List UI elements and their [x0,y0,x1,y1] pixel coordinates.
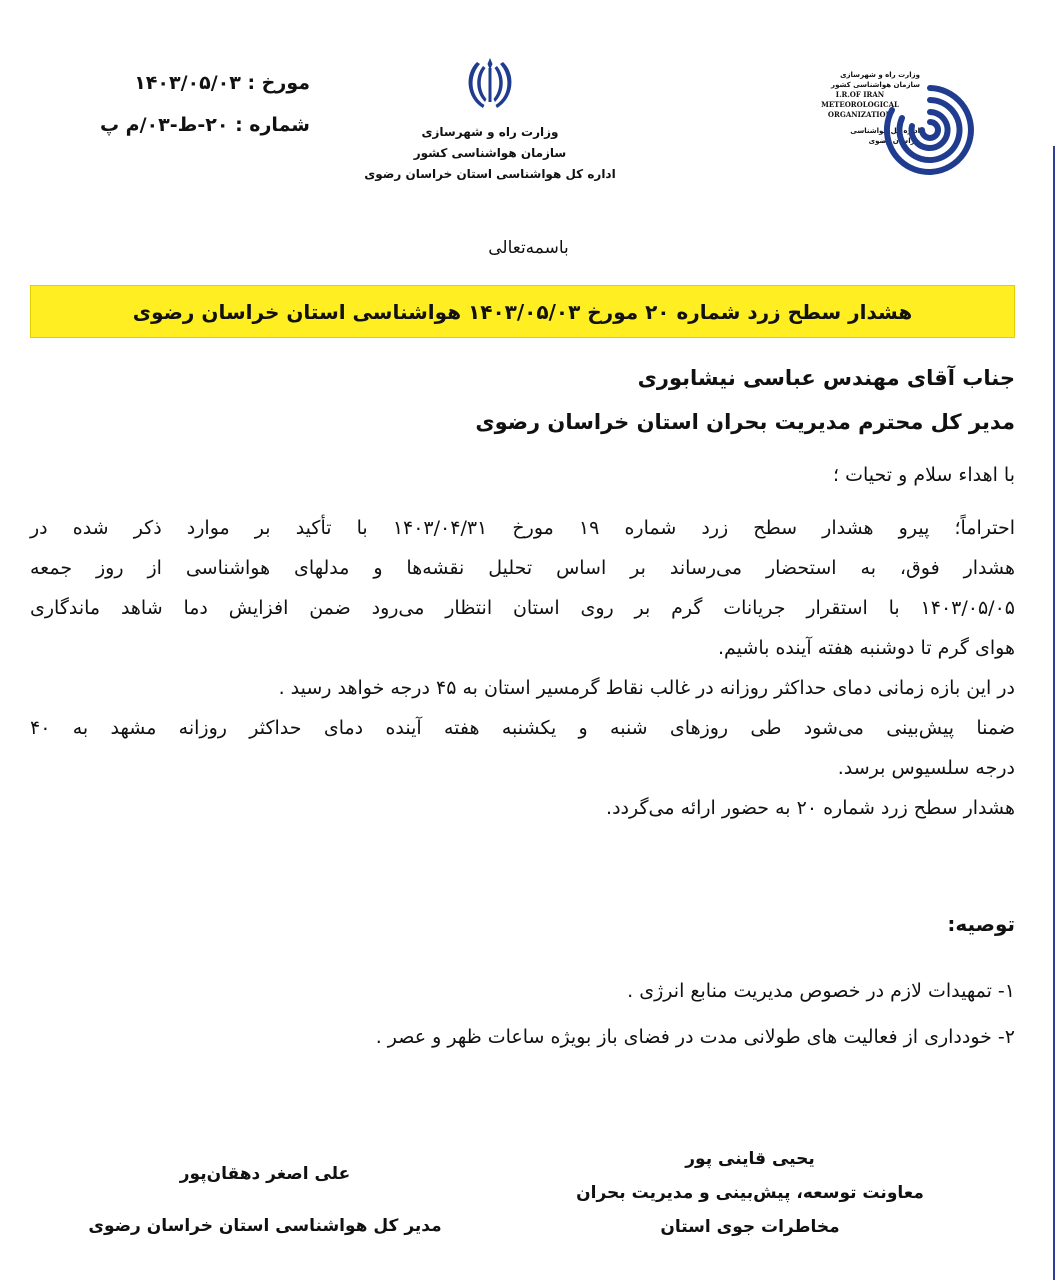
bismillah: باسمه‌تعالی [488,238,569,258]
greeting: با اهداء سلام و تحیات ؛ [833,464,1015,486]
letter-meta [70,62,310,146]
date-line: مورخ : ۱۴۰۳/۰۵/۰۳ [134,72,310,94]
body-line: احتراماً؛ پیرو هشدار سطح زرد شماره ۱۹ مورخ ۱۴۰۳/۰۴/۳۱ با تأکید بر موارد ذکر شده در [30,517,1015,539]
ministry-name: وزارت راه و شهرسازی [421,125,559,139]
body-line: درجه سلسیوس برسد. [837,757,1015,779]
letter-body [30,508,1015,828]
recommendations-title: توصیه: [947,912,1015,936]
body-line: ۱۴۰۳/۰۵/۰۵ با استقرار جریانات گرم بر روی استان انتظار می‌رود ضمن افزایش دما شاهد ماندگاری [30,597,1015,619]
signature-director [60,1148,470,1252]
irimo-logo [800,70,980,190]
recipient-title: مدیر کل محترم مدیریت بحران استان خراسان رضوی [475,410,1015,434]
irimo-logo-text: وزارت راه و شهرسازی سازمان هواشناسی کشور I.R.OF IRAN METEOROLOGICAL ORGANIZATION اداره کل هواشناسی خراسان رضوی [821,71,920,145]
body-line: هوای گرم تا دوشنبه هفته آینده باشیم. [718,637,1015,659]
recommendation-item: ۲- خودداری از فعالیت های طولانی مدت در فضای باز بویژه ساعات ظهر و عصر . [375,1026,1015,1048]
signatory-title: معاونت توسعه، پیش‌بینی و مدیریت بحران [576,1183,924,1203]
warning-title-banner: هشدار سطح زرد شماره ۲۰ مورخ ۱۴۰۳/۰۵/۰۳ هواشناسی استان خراسان رضوی [30,285,1015,338]
signature-deputy [540,1142,960,1244]
body-line: هشدار سطح زرد شماره ۲۰ به حضور ارائه می‌گردد. [606,797,1015,819]
recipient-name: جناب آقای مهندس عباسی نیشابوری [637,366,1015,390]
body-line: هشدار فوق، به استحضار می‌رساند بر اساس تحلیل نقشه‌ها و مدلهای هواشناسی از روز جمعه [30,557,1015,579]
body-line: ضمنا پیش‌بینی می‌شود طی روزهای شنبه و یکشنبه هفته آینده دمای حداکثر روزانه مشهد به ۴۰ [30,717,1015,739]
recommendation-item: ۱- تمهیدات لازم در خصوص مدیریت منابع انرژی . [627,980,1015,1002]
number-line: شماره : ۲۰-ط-۰۳/م پ [99,114,310,136]
ministry-header [340,52,640,185]
signatory-title: مدیر کل هواشناسی استان خراسان رضوی [88,1216,442,1236]
department-name: اداره کل هواشناسی استان خراسان رضوی [364,167,616,181]
iran-emblem-icon [458,52,522,116]
signatory-name: علی اصغر دهقان‌پور [179,1164,351,1184]
body-line: در این بازه زمانی دمای حداکثر روزانه در غالب نقاط گرمسیر استان به ۴۵ درجه خواهد رسید . [278,677,1015,699]
signatory-name: یحیی قاینی پور [685,1149,815,1169]
organization-name: سازمان هواشناسی کشور [413,146,567,160]
scan-edge-line [1053,146,1055,1280]
irimo-spiral-icon [880,80,980,180]
signatory-title: مخاطرات جوی استان [660,1217,840,1237]
